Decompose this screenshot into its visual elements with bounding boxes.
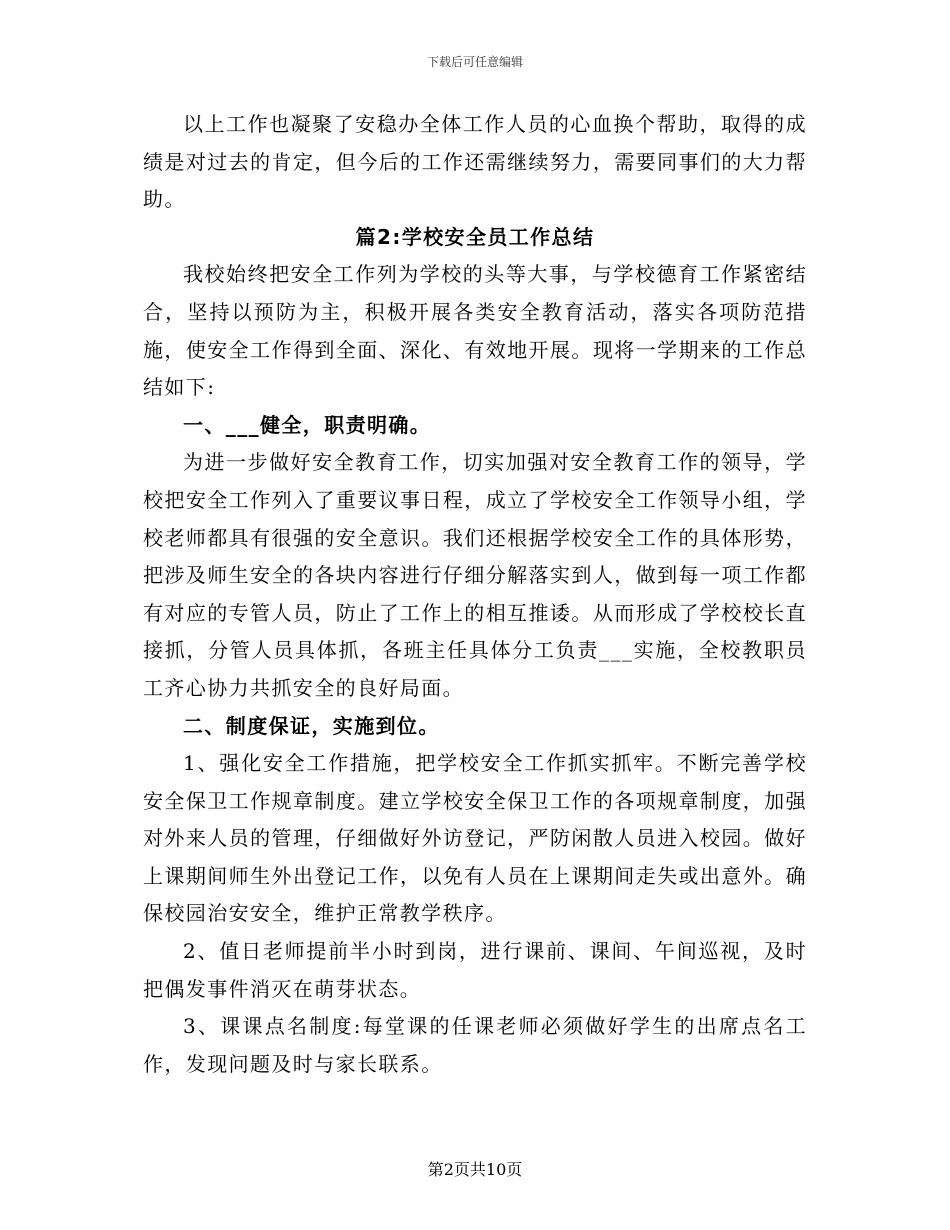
- document-body: [143, 106, 807, 1083]
- paragraph-closing-remarks: 以上工作也凝聚了安稳办全体工作人员的心血换个帮助，取得的成绩是对过去的肯定，但今后的工作还需继续努力，需要同事们的大力帮助。: [143, 112, 807, 212]
- paragraph-organization: 为进一步做好安全教育工作，切实加强对安全教育工作的领导，学校把安全工作列入了重要议事日程，成立了学校安全工作领导小组，学校老师都具有很强的安全意识。我们还根据学校安全工作的具体形势，把涉及师生安全的各块内容进行仔细分解落实到人，做到每一项工作都有对应的专管人员，防止了工作上的相互推诿。从而形成了学校校长直接抓，分管人员具体抓，各班主任具体分工负责___实施，全校教职员工齐心协力共抓安全的良好局面。: [143, 450, 807, 700]
- heading-two: 二、制度保证，实施到位。: [183, 713, 440, 738]
- heading-one: 一、___健全，职责明确。: [183, 412, 432, 437]
- paragraph-intro: 我校始终把安全工作列为学校的头等大事，与学校德育工作紧密结合，坚持以预防为主，积极开展各类安全教育活动，落实各项防范措施，使安全工作得到全面、深化、有效地开展。现将一学期来的工作总结如下:: [143, 262, 807, 400]
- page-header: 下载后可任意编辑: [426, 55, 523, 69]
- section-title: 篇2:学校安全员工作总结: [355, 224, 595, 249]
- paragraph-measure-1: 1、强化安全工作措施，把学校安全工作抓实抓牢。不断完善学校安全保卫工作规章制度。建立学校安全保卫工作的各项规章制度，加强对外来人员的管理，仔细做好外访登记，严防闲散人员进入校园。做好上课期间师生外出登记工作，以免有人员在上课期间走失或出意外。确保校园治安安全，维护正常教学秩序。: [143, 751, 807, 926]
- paragraph-measure-3: 3、课课点名制度:每堂课的任课老师必须做好学生的出席点名工作，发现问题及时与家长联系。: [143, 1014, 807, 1076]
- page-number: 第2页共10页: [427, 1160, 523, 1179]
- paragraph-measure-2: 2、值日老师提前半小时到岗，进行课前、课间、午间巡视，及时把偶发事件消灭在萌芽状态。: [143, 939, 807, 1001]
